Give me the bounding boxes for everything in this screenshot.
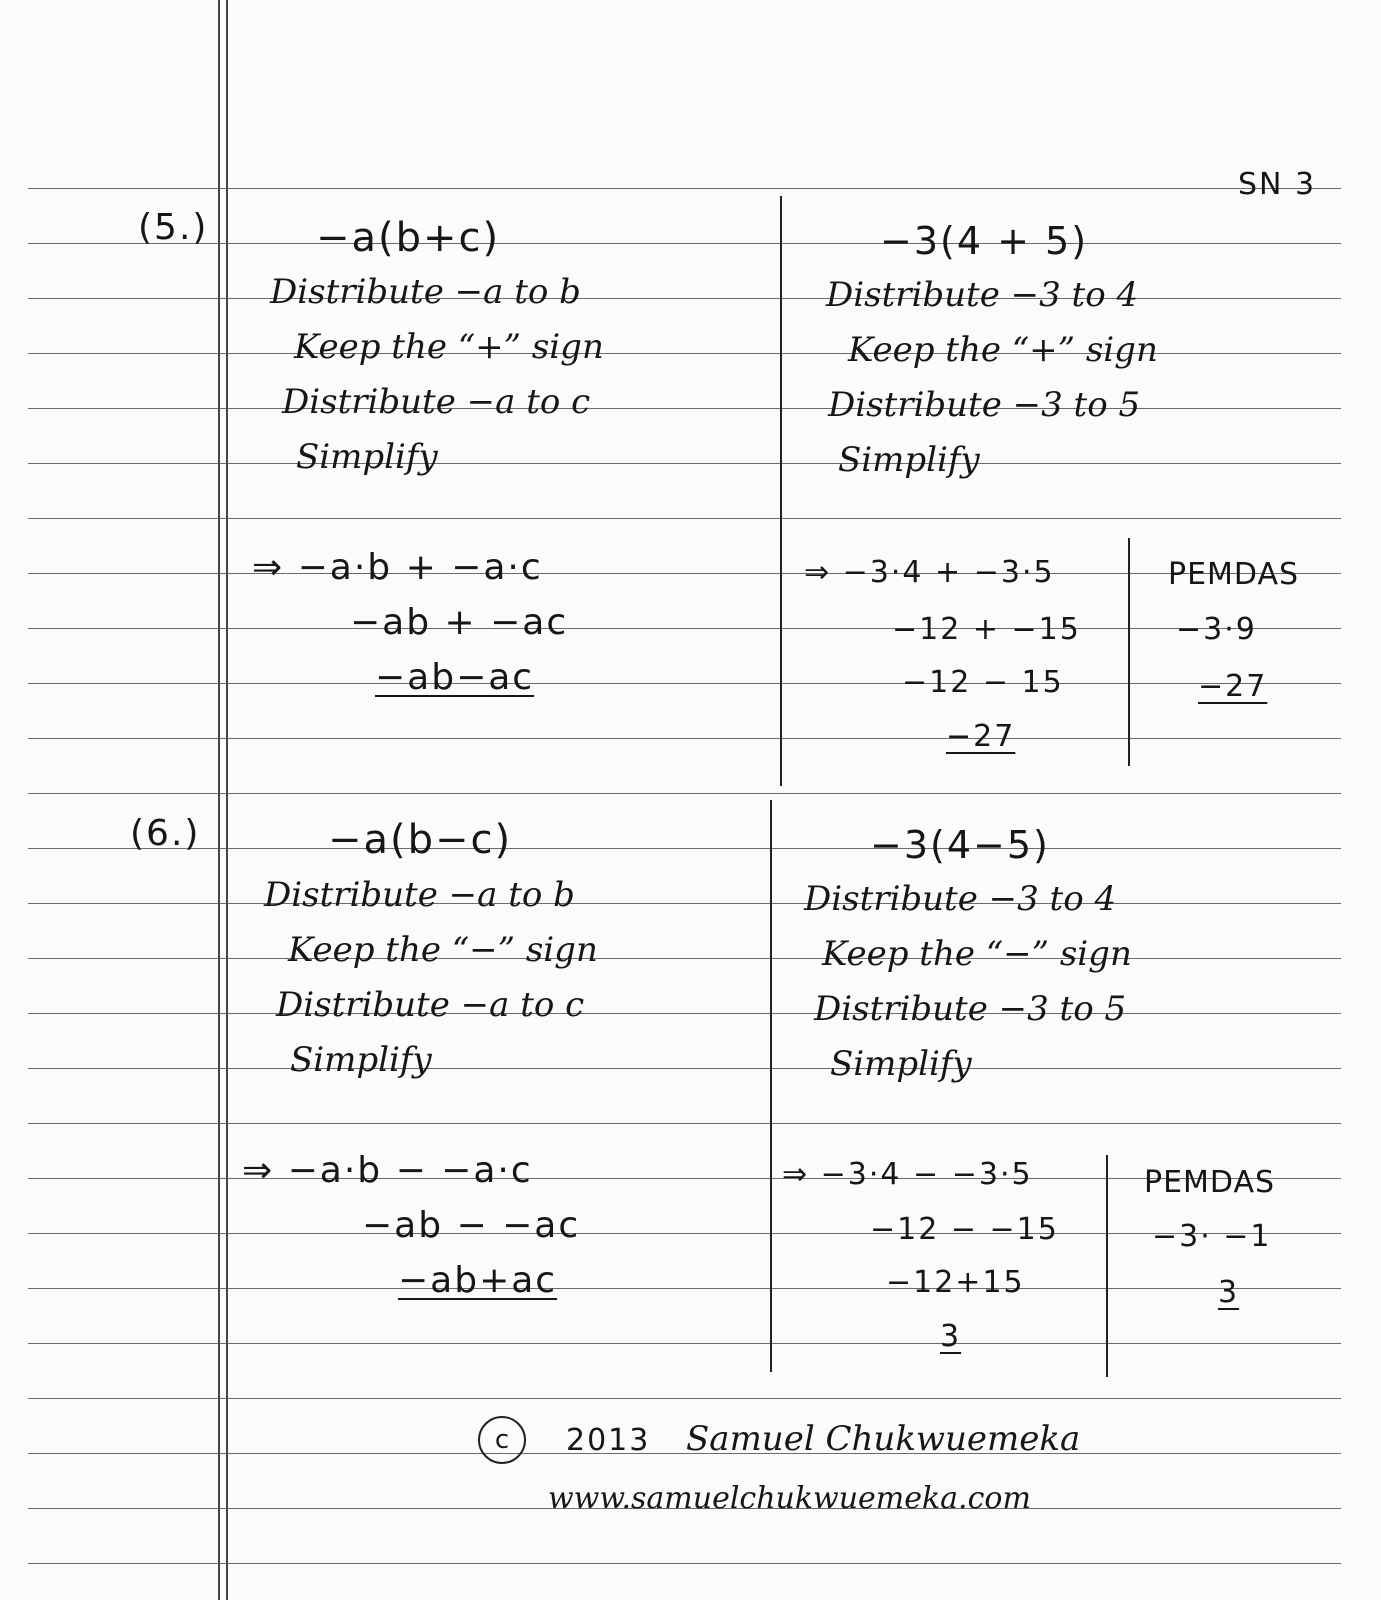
ruled-line	[28, 683, 1341, 684]
step-text: Simplify	[838, 440, 980, 480]
ruled-line	[28, 408, 1341, 409]
copyright-year: 2013	[566, 1423, 651, 1458]
ruled-line	[28, 188, 1341, 189]
step-text: Distribute −a to c	[282, 382, 591, 422]
ruled-line	[28, 1398, 1341, 1399]
work-line: ⇒ −3·4 + −3·5	[804, 555, 1055, 590]
final-answer: −27	[946, 719, 1016, 754]
ruled-line	[28, 738, 1341, 739]
step-text: Distribute −3 to 4	[826, 275, 1139, 315]
pemdas-line: −3·9	[1176, 612, 1257, 647]
work-line: ⇒ −a·b − −a·c	[242, 1150, 533, 1191]
ruled-line	[28, 1453, 1341, 1454]
problem-expression: −a(b+c)	[316, 215, 501, 261]
step-text: Distribute −a to c	[276, 985, 585, 1025]
pemdas-divider-problem5	[1128, 538, 1130, 766]
work-line: −12 + −15	[892, 612, 1081, 647]
ruled-line	[28, 298, 1341, 299]
copyright-icon: c	[478, 1416, 526, 1464]
ruled-line	[28, 243, 1341, 244]
ruled-line	[28, 463, 1341, 464]
pemdas-title: PEMDAS	[1144, 1165, 1276, 1200]
ruled-line	[28, 1123, 1341, 1124]
website-link[interactable]: www.samuelchukwuemeka.com	[548, 1481, 1031, 1516]
ruled-line	[28, 573, 1341, 574]
step-text: Simplify	[296, 437, 438, 477]
margin-line	[218, 0, 220, 1600]
final-answer: 3	[940, 1319, 962, 1354]
ruled-line	[28, 1233, 1341, 1234]
step-text: Distribute −3 to 5	[814, 989, 1127, 1029]
problem-expression: −a(b−c)	[328, 817, 513, 863]
work-line: −12 − −15	[870, 1212, 1059, 1247]
column-divider-problem6	[770, 800, 772, 1372]
author-name: Samuel Chukwuemeka	[686, 1419, 1081, 1459]
ruled-line	[28, 1068, 1341, 1069]
ruled-line	[28, 1288, 1341, 1289]
work-line: −ab − −ac	[362, 1205, 581, 1246]
margin-line	[226, 0, 228, 1600]
step-text: Simplify	[830, 1044, 972, 1084]
problem-number: (6.)	[130, 813, 201, 854]
step-text: Distribute −a to b	[264, 875, 575, 915]
column-divider-problem5	[780, 196, 782, 786]
pemdas-answer: −27	[1198, 669, 1268, 704]
ruled-line	[28, 958, 1341, 959]
work-line: −12 − 15	[902, 665, 1064, 700]
ruled-line	[28, 1013, 1341, 1014]
pemdas-answer: 3	[1218, 1275, 1240, 1310]
step-text: Keep the “+” sign	[848, 330, 1158, 370]
ruled-line	[28, 628, 1341, 629]
ruled-line	[28, 793, 1341, 794]
ruled-line	[28, 1563, 1341, 1564]
work-line: ⇒ −3·4 − −3·5	[782, 1157, 1033, 1192]
final-answer: −ab−ac	[375, 657, 535, 698]
work-line: ⇒ −a·b + −a·c	[252, 547, 543, 588]
work-line: −ab + −ac	[350, 602, 569, 643]
problem-number: (5.)	[138, 207, 209, 248]
step-text: Distribute −a to b	[270, 272, 581, 312]
step-text: Distribute −3 to 4	[804, 879, 1117, 919]
pemdas-line: −3· −1	[1152, 1219, 1272, 1254]
step-text: Simplify	[290, 1040, 432, 1080]
step-text: Keep the “−” sign	[288, 930, 598, 970]
problem-expression: −3(4−5)	[870, 823, 1050, 867]
ruled-line	[28, 903, 1341, 904]
pemdas-divider-problem6	[1106, 1155, 1108, 1377]
work-line: −12+15	[886, 1265, 1025, 1300]
step-text: Keep the “−” sign	[822, 934, 1132, 974]
page-label: SN 3	[1238, 167, 1317, 202]
final-answer: −ab+ac	[398, 1260, 558, 1301]
ruled-line	[28, 518, 1341, 519]
problem-expression: −3(4 + 5)	[880, 219, 1089, 263]
ruled-line	[28, 848, 1341, 849]
step-text: Keep the “+” sign	[294, 327, 604, 367]
step-text: Distribute −3 to 5	[828, 385, 1141, 425]
pemdas-title: PEMDAS	[1168, 557, 1300, 592]
ruled-line	[28, 1343, 1341, 1344]
